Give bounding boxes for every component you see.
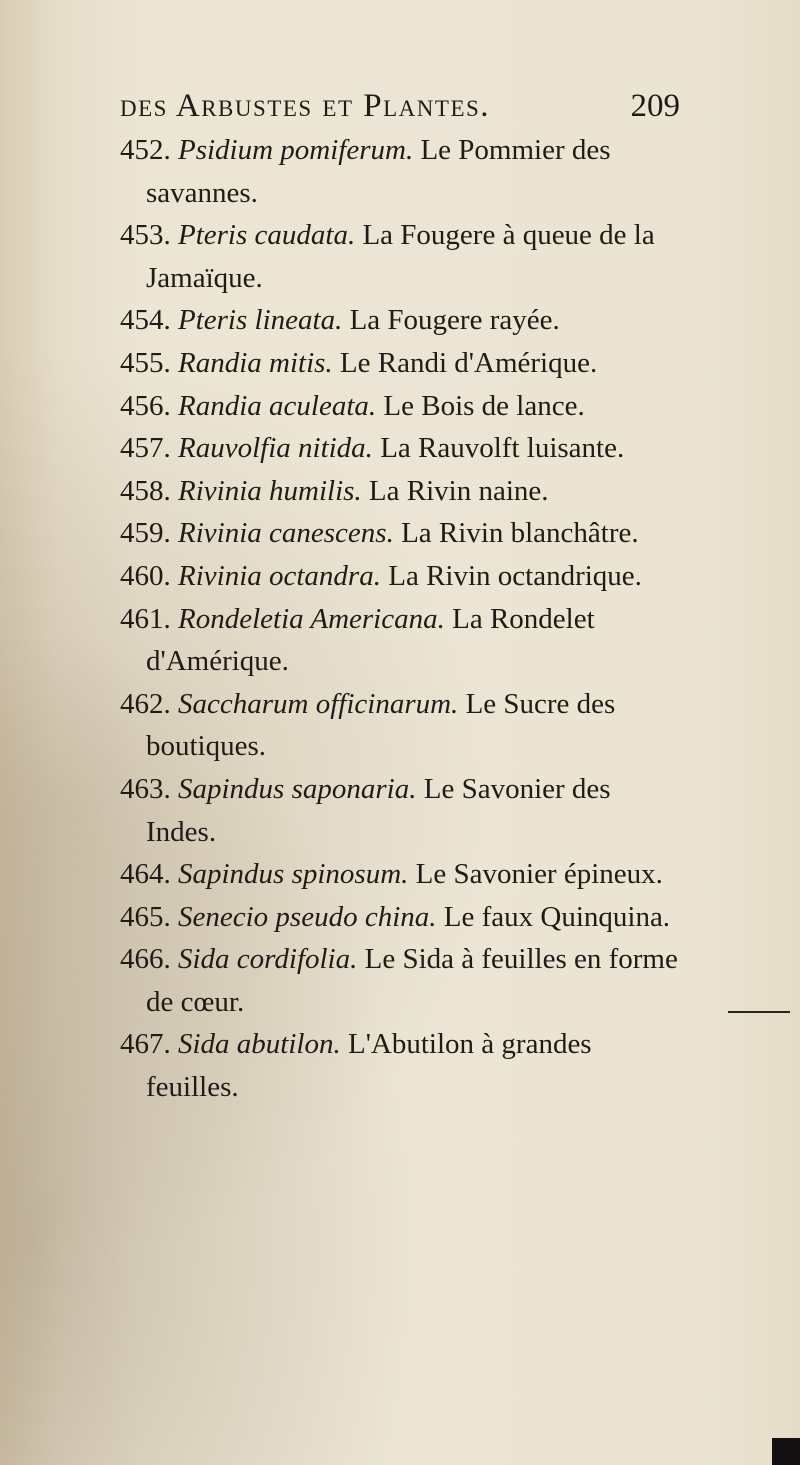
latin-name: Randia aculeata. [178, 389, 377, 422]
plant-list [120, 129, 680, 1109]
common-name: Le Randi d'Amérique. [339, 346, 598, 379]
running-title: des Arbustes et Plantes. [120, 88, 491, 124]
common-name: La Fougere à queue de la Jamaïque. [146, 219, 655, 294]
entry-number: 463. [120, 772, 171, 805]
entry-number: 467. [120, 1028, 171, 1061]
common-name: Le Bois de lance. [383, 389, 585, 422]
common-name: Le Savonier épineux. [415, 858, 663, 891]
latin-name: Pteris lineata. [178, 304, 343, 337]
common-name: La Rondelet d'Amérique. [146, 602, 595, 678]
list-item [120, 1023, 680, 1108]
entry-number: 464. [120, 858, 171, 891]
common-name: Le Pommier des savannes. [146, 134, 611, 209]
running-header [120, 88, 680, 128]
latin-name: Senecio pseudo china. [178, 900, 437, 933]
latin-name: Rivinia canescens. [178, 517, 394, 550]
common-name: La Rauvolft luisante. [380, 432, 625, 465]
entry-number: 453. [120, 219, 171, 252]
latin-name: Sapindus saponaria. [178, 772, 417, 805]
latin-name: Pteris caudata. [178, 219, 356, 252]
list-item [120, 555, 680, 598]
entry-number: 454. [120, 304, 171, 337]
entry-number: 460. [120, 559, 171, 592]
common-name: La Rivin blanchâtre. [401, 517, 639, 550]
latin-name: Rivinia humilis. [178, 474, 362, 507]
entry-number: 456. [120, 389, 171, 422]
list-item [120, 299, 680, 342]
common-name: Le Sida à feuilles en forme de cœur. [146, 943, 678, 1018]
common-name: La Fougere rayée. [349, 304, 560, 337]
common-name: La Rivin naine. [368, 474, 549, 507]
common-name: Le faux Quinquina. [443, 900, 671, 933]
entry-number: 462. [120, 687, 171, 720]
list-item [120, 385, 680, 428]
list-item [120, 129, 680, 214]
entry-number: 459. [120, 517, 171, 550]
list-item [120, 938, 680, 1023]
latin-name: Sida cordifolia. [178, 943, 358, 976]
margin-pen-mark [728, 1011, 790, 1013]
entry-number: 461. [120, 602, 171, 635]
page-number: 209 [630, 88, 680, 124]
latin-name: Rivinia octandra. [178, 559, 381, 592]
common-name: La Rivin octandrique. [388, 559, 642, 592]
latin-name: Sapindus spinosum. [178, 858, 409, 891]
entry-number: 455. [120, 346, 171, 379]
entry-number: 457. [120, 432, 171, 465]
list-item [120, 683, 680, 768]
corner-ink-blot [772, 1438, 800, 1465]
list-item [120, 470, 680, 513]
list-item [120, 342, 680, 385]
entry-number: 452. [120, 134, 171, 166]
list-item [120, 512, 680, 555]
latin-name: Psidium pomiferum. [178, 134, 414, 166]
common-name: L'Abutilon à grandes feuilles. [146, 1028, 592, 1104]
entry-number: 465. [120, 900, 171, 933]
list-item [120, 768, 680, 853]
list-item [120, 896, 680, 939]
latin-name: Rondeletia Americana. [178, 602, 445, 635]
list-item [120, 853, 680, 896]
list-item [120, 214, 680, 299]
latin-name: Randia mitis. [178, 346, 333, 379]
common-name: Le Savonier des Indes. [146, 772, 611, 848]
latin-name: Saccharum officinarum. [178, 687, 459, 720]
entry-number: 458. [120, 474, 171, 507]
entry-number: 466. [120, 943, 171, 976]
list-item [120, 427, 680, 470]
latin-name: Sida abutilon. [178, 1028, 341, 1061]
latin-name: Rauvolfia nitida. [178, 432, 373, 465]
list-item [120, 598, 680, 683]
common-name: Le Sucre des boutiques. [146, 687, 616, 763]
